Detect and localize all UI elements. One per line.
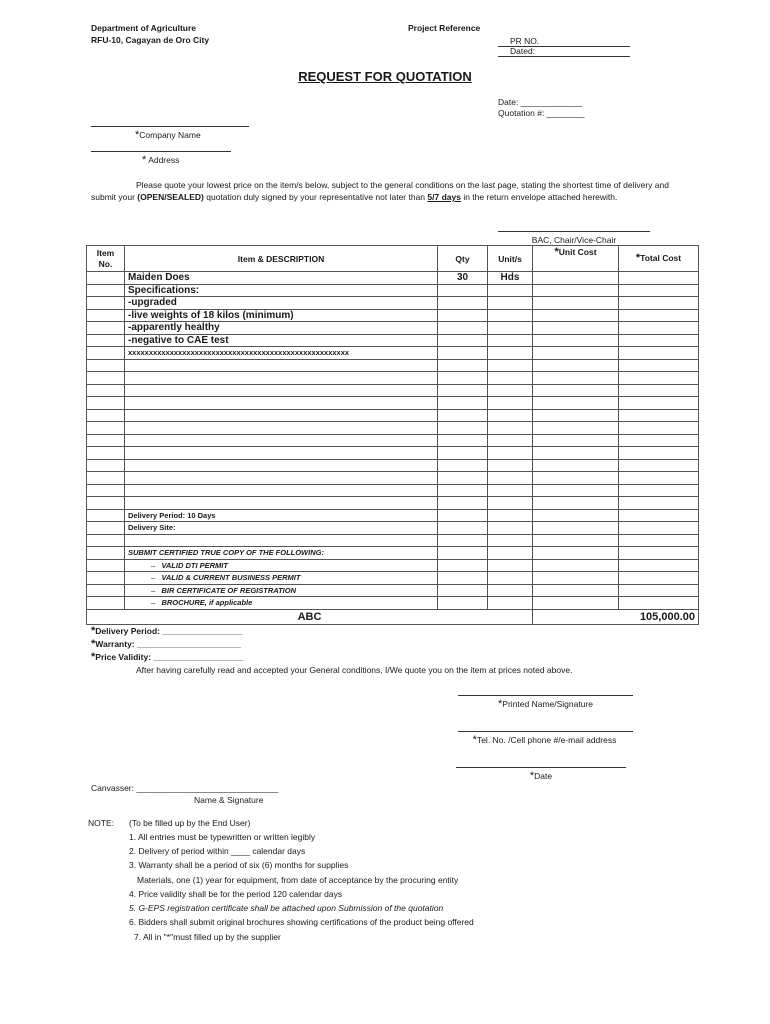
table-row <box>87 534 699 547</box>
contact-label: *Tel. No. /Cell phone #/e-mail address <box>472 734 617 746</box>
table-row <box>87 397 699 410</box>
acceptance-statement: After having carefully read and accepted your General conditions, I/We quote you on the item at prices noted above. <box>136 665 573 675</box>
note-intro: (To be filled up by the End User) <box>129 818 251 828</box>
table-row <box>87 372 699 385</box>
table-row <box>87 297 699 310</box>
contact-line[interactable] <box>458 731 633 732</box>
header-item-no: Item No. <box>87 246 125 272</box>
submit-item: – VALID DTI PERMIT <box>125 559 438 572</box>
delivery-period-field[interactable]: *Delivery Period: _________________ <box>91 625 243 637</box>
printed-name-line[interactable] <box>458 695 633 696</box>
note-item: 1. All entries must be typewritten or written legibly <box>129 832 316 842</box>
company-name-line[interactable] <box>91 126 249 127</box>
table-row <box>87 347 699 360</box>
spec-line: -live weights of 18 kilos (minimum) <box>125 309 438 322</box>
note-item: 4. Price validity shall be for the period 120 calendar days <box>129 889 343 899</box>
submit-title: SUBMIT CERTIFIED TRUE COPY OF THE FOLLOWING: <box>125 547 438 560</box>
submit-item: – BIR CERTIFICATE OF REGISTRATION <box>125 584 438 597</box>
abc-value: 105,000.00 <box>533 609 699 624</box>
company-name-label: *Company Name <box>135 129 201 141</box>
note-item: 2. Delivery of period within ____ calendar days <box>129 846 306 856</box>
item-unit: Hds <box>488 272 533 285</box>
spec-line: -negative to CAE test <box>125 334 438 347</box>
table-row <box>87 484 699 497</box>
page-title: REQUEST FOR QUOTATION <box>298 69 472 84</box>
date-signature-line[interactable] <box>456 767 626 768</box>
table-row <box>87 572 699 585</box>
table-row <box>87 309 699 322</box>
dated-field[interactable] <box>498 46 630 57</box>
price-validity-field[interactable]: *Price Validity: ___________________ <box>91 651 244 663</box>
date-signature-label: *Date <box>529 770 553 782</box>
note-item: 7. All in "*"must filled up by the supplier <box>134 932 281 942</box>
item-qty: 30 <box>438 272 488 285</box>
delivery-period: Delivery Period: 10 Days <box>125 509 438 522</box>
unit-cost-cell[interactable] <box>533 272 619 285</box>
spec-line: -upgraded <box>125 297 438 310</box>
table-row <box>87 384 699 397</box>
filler-line: xxxxxxxxxxxxxxxxxxxxxxxxxxxxxxxxxxxxxxxxxxxxxxxxxxxxx <box>125 347 438 360</box>
office-name: RFU-10, Cagayan de Oro City <box>91 35 210 45</box>
quotation-table <box>86 245 699 625</box>
table-row <box>87 447 699 460</box>
note-label: NOTE: <box>88 818 114 828</box>
table-row <box>87 522 699 535</box>
abc-label: ABC <box>87 609 533 624</box>
canvasser-field[interactable]: Canvasser: ______________________________ <box>91 783 279 793</box>
address-label: * Address <box>142 154 180 166</box>
table-header-row <box>87 246 699 272</box>
note-item: Materials, one (1) year for equipment, from date of acceptance by the procuring entity <box>137 875 459 885</box>
project-reference-label: Project Reference <box>408 23 481 33</box>
warranty-field[interactable]: *Warranty: ______________________ <box>91 638 242 650</box>
table-row <box>87 284 699 297</box>
date-field[interactable]: Date: _____________ <box>498 97 583 107</box>
department-name: Department of Agriculture <box>91 23 197 33</box>
table-row <box>87 434 699 447</box>
item-name: Maiden Does <box>125 272 438 285</box>
header-total-cost: *Total Cost <box>619 246 699 272</box>
bac-signature-line[interactable] <box>498 231 650 232</box>
table-row <box>87 359 699 372</box>
quotation-number-field[interactable]: Quotation #: ________ <box>498 108 585 118</box>
table-row <box>87 459 699 472</box>
header-qty: Qty <box>438 246 488 272</box>
table-row <box>87 334 699 347</box>
pr-number-label: PR NO. <box>510 36 540 46</box>
instruction-paragraph: Please quote your lowest price on the item/s below, subject to the general conditions on the last page, stating the shortest time of delivery and submit your (OPEN/SEALED) quotation duly signed by your representative not later than 5/7 days in the return envelope attached herewith. <box>91 180 669 202</box>
note-item: 5. G-EPS registration certificate shall be attached upon Submission of the quotation <box>129 903 444 913</box>
total-cost-cell[interactable] <box>619 272 699 285</box>
table-row <box>87 509 699 522</box>
submit-item: – VALID & CURRENT BUSINESS PERMIT <box>125 572 438 585</box>
table-row <box>87 472 699 485</box>
header-description: Item & DESCRIPTION <box>125 246 438 272</box>
table-row <box>87 409 699 422</box>
table-row <box>87 497 699 510</box>
spec-line: -apparently healthy <box>125 322 438 335</box>
table-row <box>87 272 699 285</box>
table-row <box>87 584 699 597</box>
note-item: 3. Warranty shall be a period of six (6) months for supplies <box>129 860 349 870</box>
table-row <box>87 322 699 335</box>
table-row <box>87 597 699 610</box>
printed-name-label: *Printed Name/Signature <box>498 698 593 710</box>
canvasser-sub-label: Name & Signature <box>194 795 264 805</box>
header-units: Unit/s <box>488 246 533 272</box>
abc-row <box>87 609 699 624</box>
submit-item: – BROCHURE, if applicable <box>125 597 438 610</box>
delivery-site: Delivery Site: <box>125 522 438 535</box>
dated-label: Dated: <box>510 46 536 56</box>
table-row <box>87 559 699 572</box>
spec-line: Specifications: <box>125 284 438 297</box>
address-line[interactable] <box>91 151 231 152</box>
note-item: 6. Bidders shall submit original brochures showing certifications of the product being offered <box>129 917 474 927</box>
table-row <box>87 547 699 560</box>
table-row <box>87 422 699 435</box>
header-unit-cost: *Unit Cost <box>533 246 619 272</box>
bac-chair-label: BAC, Chair/Vice-Chair <box>531 235 617 245</box>
